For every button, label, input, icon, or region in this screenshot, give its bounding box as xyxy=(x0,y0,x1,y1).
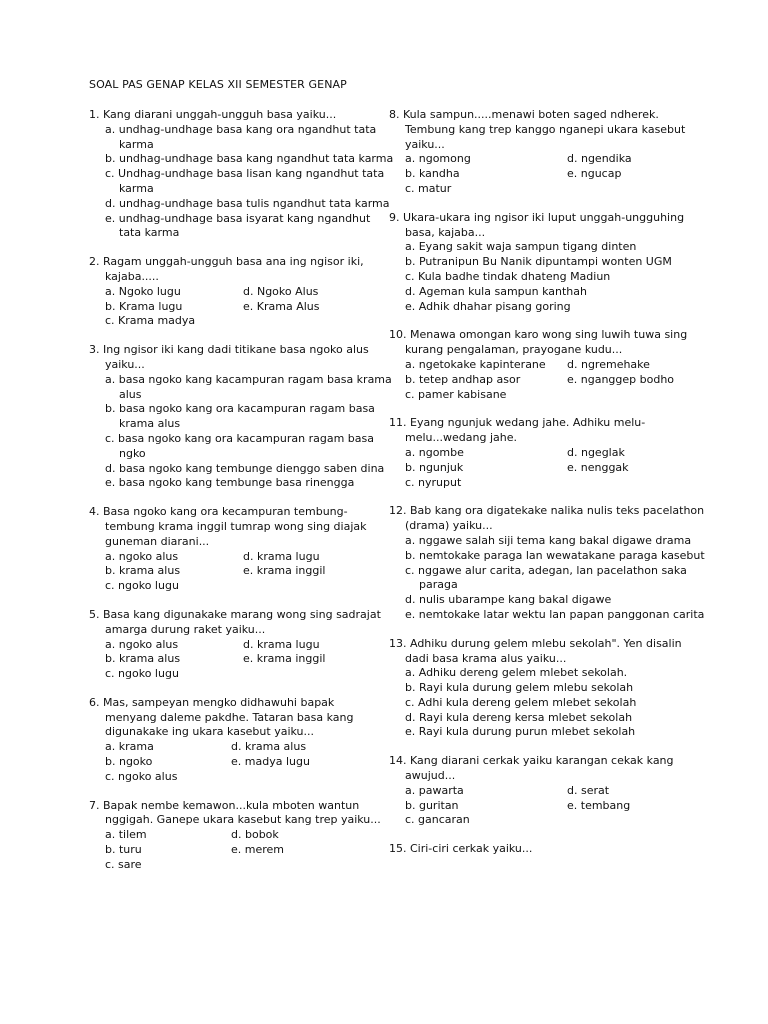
answer-option: c. basa ngoko kang ora kacampuran ragam basa ngko xyxy=(105,431,374,460)
answer-row xyxy=(105,564,379,579)
answer-option: b. nemtokake paraga lan wewatakane paraga kasebut xyxy=(405,548,705,562)
answer-option: b. guritan xyxy=(405,798,459,812)
answer-row xyxy=(105,740,379,755)
question-text: 14. Kang diarani cerkak yaiku karangan cekak kang awujud... xyxy=(389,754,674,783)
answer-option: b. Rayi kula durung gelem mlebu sekolah xyxy=(405,681,634,695)
answer-option: e. merem xyxy=(231,843,285,857)
answer-row xyxy=(105,638,379,653)
question-text: 13. Adhiku durung gelem mlebu sekolah". Yen disalin dadi basa krama alus yaiku... xyxy=(389,636,682,665)
answer-option: d. krama lugu xyxy=(243,549,320,563)
answer-row xyxy=(105,770,379,785)
question-9 xyxy=(389,211,719,315)
answer-option: b. ngoko xyxy=(105,755,153,769)
question-14 xyxy=(389,754,719,828)
question-text: 6. Mas, sampeyan mengko didhawuhi bapak menyang daleme pakdhe. Tataran basa kang digunakake ing ukara kasebut yaiku... xyxy=(89,695,354,739)
answer-row xyxy=(405,152,719,167)
answer-option: a. Ngoko lugu xyxy=(105,284,181,298)
answer-row xyxy=(405,799,719,814)
answer-option: a. tilem xyxy=(105,828,147,842)
answer-option: c. ngoko alus xyxy=(105,769,178,783)
answer-option: a. undhag-undhage basa kang ora ngandhut tata karma xyxy=(105,122,377,151)
answer-option: c. ngoko lugu xyxy=(105,579,179,593)
answer-options xyxy=(105,285,379,329)
answer-option: a. ngombe xyxy=(405,445,464,459)
answer-option: a. ngoko alus xyxy=(105,637,179,651)
answer-option: d. Rayi kula dereng kersa mlebet sekolah xyxy=(405,710,633,724)
answer-option: e. undhag-undhage basa isyarat kang ngandhut tata karma xyxy=(105,211,371,240)
answer-row xyxy=(405,388,719,403)
answer-option: b. Krama lugu xyxy=(105,299,183,313)
answer-option: d. bobok xyxy=(231,828,279,842)
answer-option: e. nganggep bodho xyxy=(567,372,675,386)
answer-option: c. Kula badhe tindak dhateng Madiun xyxy=(405,269,611,283)
question-10 xyxy=(389,328,719,402)
answer-option: b. kandha xyxy=(405,167,460,181)
answer-option: c. nyruput xyxy=(405,475,462,489)
right-column xyxy=(389,108,719,871)
answer-option: d. krama alus xyxy=(231,740,307,754)
answer-row xyxy=(405,784,719,799)
question-text: 11. Eyang ngunjuk wedang jahe. Adhiku melu-melu...wedang jahe. xyxy=(389,416,646,445)
answer-option: b. turu xyxy=(105,843,142,857)
answer-option: d. ngremehake xyxy=(567,357,650,371)
answer-option: b. tetep andhap asor xyxy=(405,372,521,386)
answer-option: a. ngomong xyxy=(405,152,471,166)
question-13 xyxy=(389,637,719,741)
answer-option: a. ngetokake kapinterane xyxy=(405,357,546,371)
question-text: 9. Ukara-ukara ing ngisor iki luput unggah-ungguhing basa, kajaba... xyxy=(389,210,685,239)
answer-option: e. krama inggil xyxy=(243,564,326,578)
answer-options xyxy=(405,240,719,314)
question-1 xyxy=(89,108,394,241)
answer-options xyxy=(405,446,719,490)
question-8 xyxy=(389,108,719,197)
answer-row xyxy=(405,476,719,491)
answer-option: d. Ageman kula sampun kanthah xyxy=(405,284,587,298)
answer-row xyxy=(105,755,379,770)
answer-option: e. tembang xyxy=(567,798,631,812)
question-3 xyxy=(89,343,392,491)
answer-row xyxy=(405,167,719,182)
answer-option: a. nggawe salah siji tema kang bakal digawe drama xyxy=(405,533,692,547)
answer-option: b. basa ngoko kang ora kacampuran ragam basa krama alus xyxy=(105,402,375,431)
answer-option: e. nemtokake latar wektu lan papan panggonan carita xyxy=(405,607,705,621)
answer-options xyxy=(405,534,719,623)
answer-row xyxy=(105,579,379,594)
answer-row xyxy=(105,828,379,843)
question-text: 4. Basa ngoko kang ora kecampuran tembung-tembung krama inggil tumrap wong sing diajak guneman diarani... xyxy=(89,505,367,548)
answer-options xyxy=(105,122,394,241)
question-text: 15. Ciri-ciri cerkak yaiku... xyxy=(389,842,533,856)
answer-option: d. krama lugu xyxy=(243,637,320,651)
answer-row xyxy=(405,813,719,828)
answer-row xyxy=(405,182,719,197)
answer-option: c. gancaran xyxy=(405,813,470,827)
answer-option: b. ngunjuk xyxy=(405,460,464,474)
question-text: 2. Ragam unggah-ungguh basa ana ing ngisor iki, kajaba..... xyxy=(89,255,364,283)
answer-option: e. Adhik dhahar pisang goring xyxy=(405,299,571,313)
answer-row xyxy=(105,858,379,873)
answer-options xyxy=(405,666,719,740)
question-text: 10. Menawa omongan karo wong sing luwih tuwa sing kurang pengalaman, prayogane kudu... xyxy=(389,328,688,357)
answer-option: c. Undhag-undhage basa lisan kang ngandhut tata karma xyxy=(105,167,385,195)
answer-options xyxy=(105,638,379,682)
page-title: SOAL PAS GENAP KELAS XII SEMESTER GENAP xyxy=(89,78,347,91)
answer-row xyxy=(405,461,719,476)
answer-option: e. ngucap xyxy=(567,167,622,181)
answer-option: c. ngoko lugu xyxy=(105,667,179,681)
answer-option: d. undhag-undhage basa tulis ngandhut tata karma xyxy=(105,196,390,210)
left-column xyxy=(89,108,394,887)
answer-option: b. krama alus xyxy=(105,564,181,578)
answer-option: c. pamer kabisane xyxy=(405,387,507,401)
answer-option: b. undhag-undhage basa kang ngandhut tata karma xyxy=(105,152,394,166)
answer-option: c. Adhi kula dereng gelem mlebet sekolah xyxy=(405,695,637,709)
answer-options xyxy=(405,152,719,196)
question-text: 8. Kula sampun.....menawi boten saged ndherek. Tembung kang trep kanggo nganepi ukara kasebut yaiku... xyxy=(389,108,686,151)
answer-option: a. pawarta xyxy=(405,783,464,797)
answer-option: c. Krama madya xyxy=(105,314,196,328)
answer-options xyxy=(405,784,719,828)
answer-row xyxy=(105,652,379,667)
question-12 xyxy=(389,504,719,622)
question-5 xyxy=(89,608,379,682)
answer-option: d. ngendika xyxy=(567,152,632,166)
answer-row xyxy=(105,314,379,329)
answer-option: a. krama xyxy=(105,740,154,754)
answer-row xyxy=(105,285,379,300)
question-text: 7. Bapak nembe kemawon...kula mboten wantun nggigah. Ganepe ukara kasebut kang trep yaiku... xyxy=(89,798,381,827)
answer-row xyxy=(405,446,719,461)
answer-option: e. Rayi kula durung purun mlebet sekolah xyxy=(405,725,636,739)
question-7 xyxy=(89,799,379,873)
answer-row xyxy=(105,550,379,565)
answer-option: c. nggawe alur carita, adegan, lan pacelathon saka paraga xyxy=(405,563,687,592)
answer-row xyxy=(405,373,719,388)
answer-option: a. Adhiku dereng gelem mlebet sekolah. xyxy=(405,666,628,680)
answer-option: c. sare xyxy=(105,857,142,871)
answer-option: a. ngoko alus xyxy=(105,549,179,563)
answer-option: d. Ngoko Alus xyxy=(243,284,319,298)
answer-option: d. ngeglak xyxy=(567,445,625,459)
question-15 xyxy=(389,842,719,857)
answer-option: e. krama inggil xyxy=(243,652,326,666)
answer-option: b. krama alus xyxy=(105,652,181,666)
question-2 xyxy=(89,255,379,329)
question-text: 3. Ing ngisor iki kang dadi titikane basa ngoko alus yaiku... xyxy=(89,343,369,371)
answer-option: b. Putranipun Bu Nanik dipuntampi wonten UGM xyxy=(405,255,672,269)
answer-option: e. Krama Alus xyxy=(243,299,320,313)
answer-option: d. nulis ubarampe kang bakal digawe xyxy=(405,593,612,607)
answer-option: e. nenggak xyxy=(567,460,629,474)
question-6 xyxy=(89,696,379,785)
answer-options xyxy=(105,828,379,872)
answer-row xyxy=(405,358,719,373)
question-text: 1. Kang diarani unggah-ungguh basa yaiku... xyxy=(89,108,337,121)
answer-option: a. Eyang sakit waja sampun tigang dinten xyxy=(405,240,637,254)
answer-row xyxy=(105,300,379,315)
answer-options xyxy=(105,550,379,594)
question-text: 12. Bab kang ora digatekake nalika nulis teks pacelathon (drama) yaiku... xyxy=(389,504,705,533)
answer-row xyxy=(105,843,379,858)
question-11 xyxy=(389,416,719,490)
question-text: 5. Basa kang digunakake marang wong sing sadrajat amarga durung raket yaiku... xyxy=(89,607,381,636)
answer-options xyxy=(105,740,379,784)
answer-options xyxy=(105,372,392,491)
answer-option: e. madya lugu xyxy=(231,755,310,769)
answer-option: a. basa ngoko kang kacampuran ragam basa krama alus xyxy=(105,372,392,401)
answer-option: c. matur xyxy=(405,181,452,195)
answer-options xyxy=(405,358,719,402)
answer-row xyxy=(105,667,379,682)
answer-option: e. basa ngoko kang tembunge basa rinengga xyxy=(105,476,355,490)
answer-option: d. basa ngoko kang tembunge dienggo saben dina xyxy=(105,461,385,475)
answer-option: d. serat xyxy=(567,783,610,797)
question-4 xyxy=(89,505,379,594)
